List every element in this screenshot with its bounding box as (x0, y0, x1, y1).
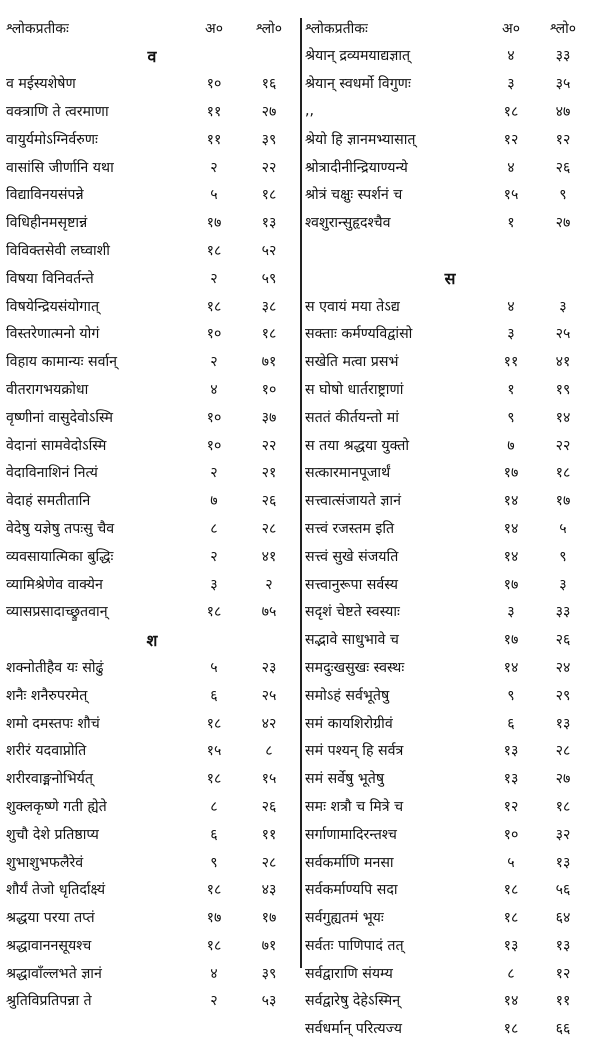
entry-text: विषयेन्द्रियसंयोगात् (6, 298, 100, 315)
entry-verse: २६ (555, 632, 571, 649)
entry-verse: ४३ (261, 882, 277, 899)
header-label: श्लोकप्रतीकः (305, 20, 368, 37)
entry-chapter: ८ (210, 520, 218, 537)
entry-verse: ३९ (261, 965, 277, 982)
entry-verse: २५ (555, 326, 571, 343)
index-entry (305, 292, 595, 320)
entry-text: विषया विनिवर्तन्ते (6, 270, 94, 287)
entry-verse: २६ (261, 493, 277, 510)
entry-verse: २७ (261, 103, 277, 120)
entry-verse: ३३ (555, 48, 571, 65)
entry-text: स तया श्रद्धया युक्तो (305, 437, 409, 454)
entry-chapter: ११ (206, 103, 222, 120)
right-column-header (305, 14, 595, 42)
index-entry (6, 793, 298, 821)
section-heading: व (147, 46, 157, 66)
entry-verse: १८ (555, 798, 571, 815)
entry-text: समं कायशिरोग्रीवं (305, 715, 393, 732)
entry-chapter: १ (507, 215, 515, 232)
entry-verse: ४१ (555, 354, 571, 371)
entry-chapter: १८ (206, 882, 222, 899)
entry-text: वीतरागभयक्रोधा (6, 381, 89, 398)
index-entry (6, 292, 298, 320)
entry-text: शुचौ देशे प्रतिष्ठाप्य (6, 826, 99, 843)
entry-verse: २६ (555, 159, 571, 176)
entry-verse: ३ (559, 576, 567, 593)
entry-text: स एवायं मया तेऽद्य (305, 298, 400, 315)
entry-text: शुक्लकृष्णे गती ह्येते (6, 798, 107, 815)
entry-chapter: ६ (210, 826, 218, 843)
entry-chapter: ८ (507, 965, 515, 982)
entry-text: सत्त्वात्संजायते ज्ञानं (305, 493, 401, 510)
index-entry (6, 515, 298, 543)
entry-text: वक्त्राणि ते त्वरमाणा (6, 103, 109, 120)
entry-chapter: ५ (210, 187, 218, 204)
entry-verse: ७५ (261, 604, 277, 621)
entry-verse: १५ (261, 771, 277, 788)
section-heading: श (146, 630, 158, 650)
index-entry (305, 820, 595, 848)
entry-text: सर्वगुह्यतमं भूयः (305, 910, 384, 927)
entry-text: व मईस्यशेषेण (6, 76, 76, 93)
entry-text: श्रेयान् स्वधर्मो विगुणः (305, 76, 411, 93)
entry-chapter: ५ (507, 854, 515, 871)
entry-chapter: ११ (503, 354, 519, 371)
entry-text: विधिहीनमसृष्टान्नं (6, 215, 88, 232)
index-entry (6, 153, 298, 181)
entry-text: विद्याविनयसंपन्ने (6, 187, 84, 204)
index-entry (6, 737, 298, 765)
index-entry (305, 932, 595, 960)
index-entry (6, 264, 298, 292)
index-entry (305, 681, 595, 709)
index-entry (305, 348, 595, 376)
entry-verse: ७१ (261, 354, 277, 371)
entry-chapter: ७ (210, 493, 218, 510)
entry-text: वेदाविनाशिनं नित्यं (6, 465, 98, 482)
index-entry (305, 570, 595, 598)
index-entry (6, 459, 298, 487)
index-entry (305, 765, 595, 793)
entry-text: सदृशं चेष्टते स्वस्याः (305, 604, 400, 621)
index-entry (305, 181, 595, 209)
entry-chapter: १० (206, 437, 222, 454)
left-rows (6, 42, 298, 1015)
entry-chapter: १८ (206, 604, 222, 621)
entry-verse: २१ (261, 465, 277, 482)
entry-verse: ९ (559, 548, 567, 565)
index-entry (305, 959, 595, 987)
right-column (305, 14, 595, 1043)
index-entry (6, 681, 298, 709)
entry-text: श्रद्धया परया तप्तं (6, 910, 95, 927)
entry-text: समं सर्वेषु भूतेषु (305, 771, 385, 788)
entry-verse: ४१ (261, 548, 277, 565)
entry-text: श्रुतिविप्रतिपन्ना ते (6, 993, 92, 1010)
entry-verse: १४ (555, 409, 571, 426)
entry-verse: १७ (261, 910, 277, 927)
index-entry (305, 125, 595, 153)
entry-verse: १३ (261, 215, 277, 232)
entry-text: वायुर्यमोऽग्निर्वरुणः (6, 131, 98, 148)
entry-verse: १८ (555, 465, 571, 482)
entry-text: समं पश्यन् हि सर्वत्र (305, 743, 404, 760)
header-label: श्लोकप्रतीकः (6, 20, 69, 37)
entry-chapter: ११ (206, 131, 222, 148)
entry-chapter: १८ (503, 103, 519, 120)
index-entry (305, 209, 595, 237)
entry-text: श्रेयो हि ज्ञानमभ्यासात् (305, 131, 416, 148)
entry-verse: २२ (261, 437, 277, 454)
entry-verse: ३२ (555, 826, 571, 843)
index-entry (6, 125, 298, 153)
entry-text: शुभाशुभफलैरेवं (6, 854, 84, 871)
entry-chapter: १४ (503, 520, 519, 537)
index-entry (305, 42, 595, 70)
entry-verse: ८ (265, 743, 273, 760)
entry-chapter: ३ (210, 576, 218, 593)
index-entry (305, 904, 595, 932)
index-entry (305, 598, 595, 626)
entry-chapter: ९ (507, 409, 515, 426)
entry-verse: १८ (261, 326, 277, 343)
entry-verse: ३५ (555, 76, 571, 93)
index-entry (6, 654, 298, 682)
entry-chapter: १२ (503, 131, 519, 148)
entry-chapter: १७ (206, 910, 222, 927)
entry-verse: ७१ (261, 937, 277, 954)
entry-chapter: ६ (507, 715, 515, 732)
entry-verse: २२ (555, 437, 571, 454)
entry-text: वेदानां सामवेदोऽस्मि (6, 437, 107, 454)
right-rows (305, 42, 595, 1043)
entry-chapter: ६ (210, 687, 218, 704)
index-entry (6, 237, 298, 265)
index-entry (305, 848, 595, 876)
entry-chapter: १५ (503, 187, 519, 204)
index-entry (305, 793, 595, 821)
entry-verse: १३ (555, 937, 571, 954)
entry-chapter: ४ (507, 159, 515, 176)
index-entry (305, 376, 595, 404)
index-entry (6, 181, 298, 209)
entry-text: सर्वतः पाणिपादं तत् (305, 937, 404, 954)
entry-chapter: २ (210, 993, 218, 1010)
entry-chapter: ८ (210, 798, 218, 815)
entry-text: सत्कारमानपूजार्थं (305, 465, 391, 482)
index-entry (6, 904, 298, 932)
entry-chapter: १३ (503, 771, 519, 788)
header-verse: श्लो० (255, 20, 283, 37)
entry-verse: ५३ (261, 993, 277, 1010)
entry-text: स घोषो धार्तराष्ट्राणां (305, 381, 404, 398)
entry-verse: २२ (261, 159, 277, 176)
entry-chapter: १४ (503, 659, 519, 676)
entry-text: सक्ताः कर्मण्यविद्वांसो (305, 326, 413, 343)
entry-chapter: १० (206, 76, 222, 93)
entry-text: विविक्तसेवी लघ्वाशी (6, 242, 110, 259)
index-entry (6, 987, 298, 1015)
index-entry (305, 487, 595, 515)
entry-verse: १७ (555, 493, 571, 510)
entry-text: सर्वद्वाराणि संयम्य (305, 965, 393, 982)
entry-text: सर्वधर्मान् परित्यज्य (305, 1021, 402, 1038)
entry-verse: १९ (555, 381, 571, 398)
entry-chapter: १८ (206, 771, 222, 788)
entry-chapter: १७ (503, 632, 519, 649)
entry-verse: ५ (559, 520, 567, 537)
index-entry (305, 459, 595, 487)
entry-chapter: १७ (503, 465, 519, 482)
index-entry (305, 626, 595, 654)
index-entry (6, 709, 298, 737)
entry-chapter: २ (210, 270, 218, 287)
entry-chapter: ३ (507, 76, 515, 93)
entry-chapter: १७ (206, 215, 222, 232)
entry-chapter: ९ (507, 687, 515, 704)
entry-chapter: ३ (507, 604, 515, 621)
entry-text: विहाय कामान्यः सर्वान् (6, 354, 118, 371)
entry-text: सर्गाणामादिरन्तश्च (305, 826, 397, 843)
entry-text: शमो दमस्तपः शौचं (6, 715, 100, 732)
index-entry (6, 70, 298, 98)
index-entry (305, 737, 595, 765)
entry-chapter: १८ (503, 1021, 519, 1038)
entry-verse: २७ (555, 771, 571, 788)
entry-chapter: १८ (503, 882, 519, 899)
entry-verse: २९ (555, 687, 571, 704)
entry-verse: ५६ (555, 882, 571, 899)
index-entry (6, 376, 298, 404)
entry-text: सद्भावे साधुभावे च (305, 632, 399, 649)
entry-text: सर्वद्वारेषु देहेऽस्मिन् (305, 993, 401, 1010)
entry-chapter: १८ (206, 242, 222, 259)
index-entry (6, 487, 298, 515)
entry-text: समोऽहं सर्वभूतेषु (305, 687, 390, 704)
entry-chapter: २ (210, 354, 218, 371)
index-entry (6, 848, 298, 876)
entry-chapter: ९ (210, 854, 218, 871)
index-entry (305, 403, 595, 431)
index-entry (305, 98, 595, 126)
entry-chapter: ४ (507, 298, 515, 315)
entry-text: समदुःखसुखः स्वस्थः (305, 659, 405, 676)
entry-verse: ३९ (261, 131, 277, 148)
entry-chapter: ३ (507, 326, 515, 343)
entry-chapter: १० (206, 409, 222, 426)
entry-text: श्रद्धावाननसूयश्च (6, 937, 92, 954)
entry-verse: ३७ (261, 409, 277, 426)
entry-text: समः शत्रौ च मित्रे च (305, 798, 404, 815)
entry-text: वेदाहं समतीतानि (6, 493, 91, 510)
entry-text: शक्नोतीहैव यः सोढुं (6, 659, 104, 676)
entry-verse: २५ (261, 687, 277, 704)
entry-verse: ११ (555, 993, 571, 1010)
entry-text: सततं कीर्तयन्तो मां (305, 409, 399, 426)
section-heading: स (444, 269, 456, 289)
entry-text: श्वशुरान्सुहृदश्चैव (305, 215, 391, 232)
entry-verse: ५९ (261, 270, 277, 287)
entry-chapter: १४ (503, 493, 519, 510)
entry-text: वासांसि जीर्णानि यथा (6, 159, 114, 176)
index-entry (305, 876, 595, 904)
index-entry (6, 932, 298, 960)
index-entry (6, 431, 298, 459)
entry-verse: ३८ (261, 298, 277, 315)
index-entry (6, 98, 298, 126)
entry-verse: २ (265, 576, 273, 593)
entry-text: सर्वकर्माण्यपि सदा (305, 882, 398, 899)
index-entry (305, 70, 595, 98)
entry-text: श्रोत्रं चक्षुः स्पर्शनं च (305, 187, 403, 204)
entry-chapter: ४ (210, 965, 218, 982)
entry-verse: २४ (555, 659, 571, 676)
index-entry (6, 820, 298, 848)
left-column (6, 14, 298, 1015)
entry-text: सखेति मत्वा प्रसभं (305, 354, 399, 371)
entry-text: श्रद्धावाँल्लभते ज्ञानं (6, 965, 102, 982)
entry-text: सत्त्वं रजस्तम इति (305, 520, 395, 537)
entry-verse: ९ (559, 187, 567, 204)
entry-text: सत्त्वं सुखे संजयति (305, 548, 399, 565)
left-column-header (6, 14, 298, 42)
header-chapter: अ० (502, 20, 520, 37)
index-entry (6, 542, 298, 570)
entry-chapter: ७ (507, 437, 515, 454)
entry-text: शरीरं यदवाप्नोति (6, 743, 87, 760)
entry-verse: ४७ (555, 103, 571, 120)
entry-verse: ५२ (261, 242, 277, 259)
entry-chapter: १४ (503, 993, 519, 1010)
entry-verse: ६६ (555, 1021, 571, 1038)
entry-chapter: १८ (206, 298, 222, 315)
entry-verse: १२ (555, 965, 571, 982)
entry-text: श्रोत्रादीनीन्द्रियाण्यन्ये (305, 159, 408, 176)
entry-verse: ११ (261, 826, 277, 843)
entry-chapter: १८ (206, 937, 222, 954)
entry-text: व्यामिश्रेणेव वाक्येन (6, 576, 103, 593)
entry-text: शरीरवाङ्मनोभिर्यत् (6, 771, 93, 788)
entry-text: विस्तरेणात्मनो योगं (6, 326, 100, 343)
entry-text: ,, (305, 103, 315, 120)
entry-verse: ४२ (261, 715, 277, 732)
index-entry (6, 765, 298, 793)
index-entry (6, 598, 298, 626)
entry-verse: २८ (261, 520, 277, 537)
entry-text: सर्वकर्माणि मनसा (305, 854, 394, 871)
entry-verse: ३ (559, 298, 567, 315)
entry-text: व्यवसायात्मिका बुद्धिः (6, 548, 114, 565)
entry-chapter: १० (503, 826, 519, 843)
index-entry (305, 515, 595, 543)
entry-verse: ६४ (555, 910, 571, 927)
entry-verse: १८ (261, 187, 277, 204)
entry-text: शनैः शनैरुपरमेत् (6, 687, 88, 704)
entry-verse: १३ (555, 854, 571, 871)
entry-text: वेदेषु यज्ञेषु तपःसु चैव (6, 520, 115, 537)
entry-chapter: १३ (503, 743, 519, 760)
entry-chapter: १४ (503, 548, 519, 565)
index-entry (305, 431, 595, 459)
entry-verse: २८ (555, 743, 571, 760)
entry-verse: २६ (261, 798, 277, 815)
entry-verse: १६ (261, 76, 277, 93)
entry-verse: ३३ (555, 604, 571, 621)
entry-text: वृष्णीनां वासुदेवोऽस्मि (6, 409, 114, 426)
entry-verse: १० (261, 381, 277, 398)
index-entry (6, 403, 298, 431)
entry-chapter: १७ (503, 576, 519, 593)
entry-chapter: २ (210, 159, 218, 176)
index-entry (305, 320, 595, 348)
entry-chapter: १३ (503, 937, 519, 954)
entry-verse: २८ (261, 854, 277, 871)
entry-chapter: ४ (507, 48, 515, 65)
entry-chapter: ५ (210, 659, 218, 676)
entry-chapter: ४ (210, 381, 218, 398)
entry-chapter: १२ (503, 798, 519, 815)
index-entry (305, 987, 595, 1015)
entry-text: श्रेयान् द्रव्यमयाद्यज्ञात् (305, 48, 411, 65)
entry-verse: २७ (555, 215, 571, 232)
entry-chapter: १८ (503, 910, 519, 927)
index-entry (305, 542, 595, 570)
index-entry (6, 570, 298, 598)
blank-row (305, 237, 595, 265)
entry-text: व्यासप्रसादाच्छ्रुतवान् (6, 604, 108, 621)
entry-verse: १३ (555, 715, 571, 732)
entry-chapter: १८ (206, 715, 222, 732)
header-verse: श्लो० (549, 20, 577, 37)
index-entry (6, 348, 298, 376)
entry-text: सत्त्वानुरूपा सर्वस्य (305, 576, 398, 593)
entry-chapter: २ (210, 465, 218, 482)
index-entry (305, 153, 595, 181)
index-entry (6, 876, 298, 904)
index-entry (6, 959, 298, 987)
entry-text: शौर्यं तेजो धृतिर्दाक्ष्यं (6, 882, 106, 899)
index-entry (6, 209, 298, 237)
index-entry (305, 654, 595, 682)
entry-chapter: १० (206, 326, 222, 343)
entry-chapter: १५ (206, 743, 222, 760)
entry-chapter: १ (507, 381, 515, 398)
column-divider (300, 18, 302, 968)
entry-verse: १२ (555, 131, 571, 148)
index-entry (305, 709, 595, 737)
entry-verse: २३ (261, 659, 277, 676)
index-entry (305, 1015, 595, 1043)
entry-chapter: २ (210, 548, 218, 565)
header-chapter: अ० (205, 20, 223, 37)
index-entry (6, 320, 298, 348)
